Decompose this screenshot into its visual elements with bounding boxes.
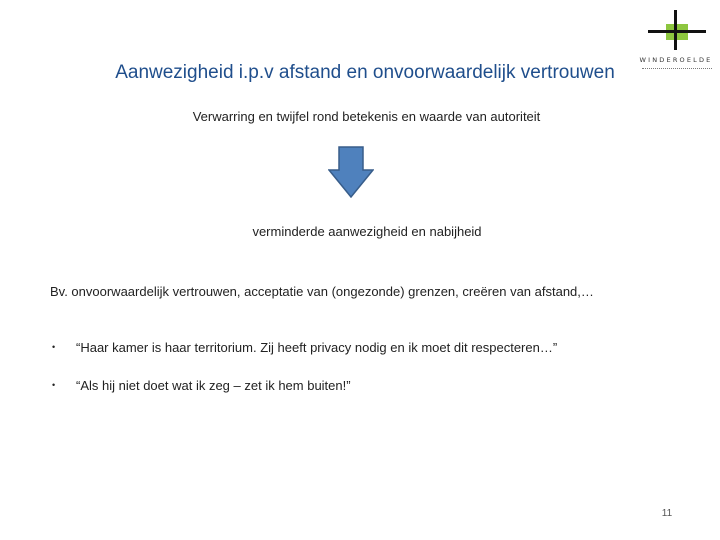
logo-cross-horizontal bbox=[648, 30, 706, 33]
slide-title: Aanwezigheid i.p.v afstand en onvoorwaardelijk vertrouwen bbox=[115, 62, 615, 83]
list-item bbox=[52, 378, 351, 393]
bullet-text: “Haar kamer is haar territorium. Zij heeft privacy nodig en ik moet dit respecteren…” bbox=[76, 340, 558, 355]
slide-subtitle: Verwarring en twijfel rond betekenis en waarde van autoriteit bbox=[192, 109, 541, 124]
cross-logo-icon bbox=[636, 8, 716, 56]
example-text: Bv. onvoorwaardelijk vertrouwen, acceptatie van (ongezonde) grenzen, creëren van afstand,… bbox=[50, 284, 594, 299]
page-number: 11 bbox=[661, 508, 673, 519]
bullet-marker: • bbox=[52, 380, 56, 390]
arrow-down-icon bbox=[328, 146, 374, 198]
bullet-text: “Als hij niet doet wat ik zeg – zet ik hem buiten!” bbox=[76, 378, 351, 393]
list-item bbox=[52, 340, 557, 355]
result-text: verminderde aanwezigheid en nabijheid bbox=[252, 224, 482, 239]
logo-text: WINDEROELDE bbox=[639, 56, 713, 64]
bullet-marker: • bbox=[52, 342, 56, 352]
